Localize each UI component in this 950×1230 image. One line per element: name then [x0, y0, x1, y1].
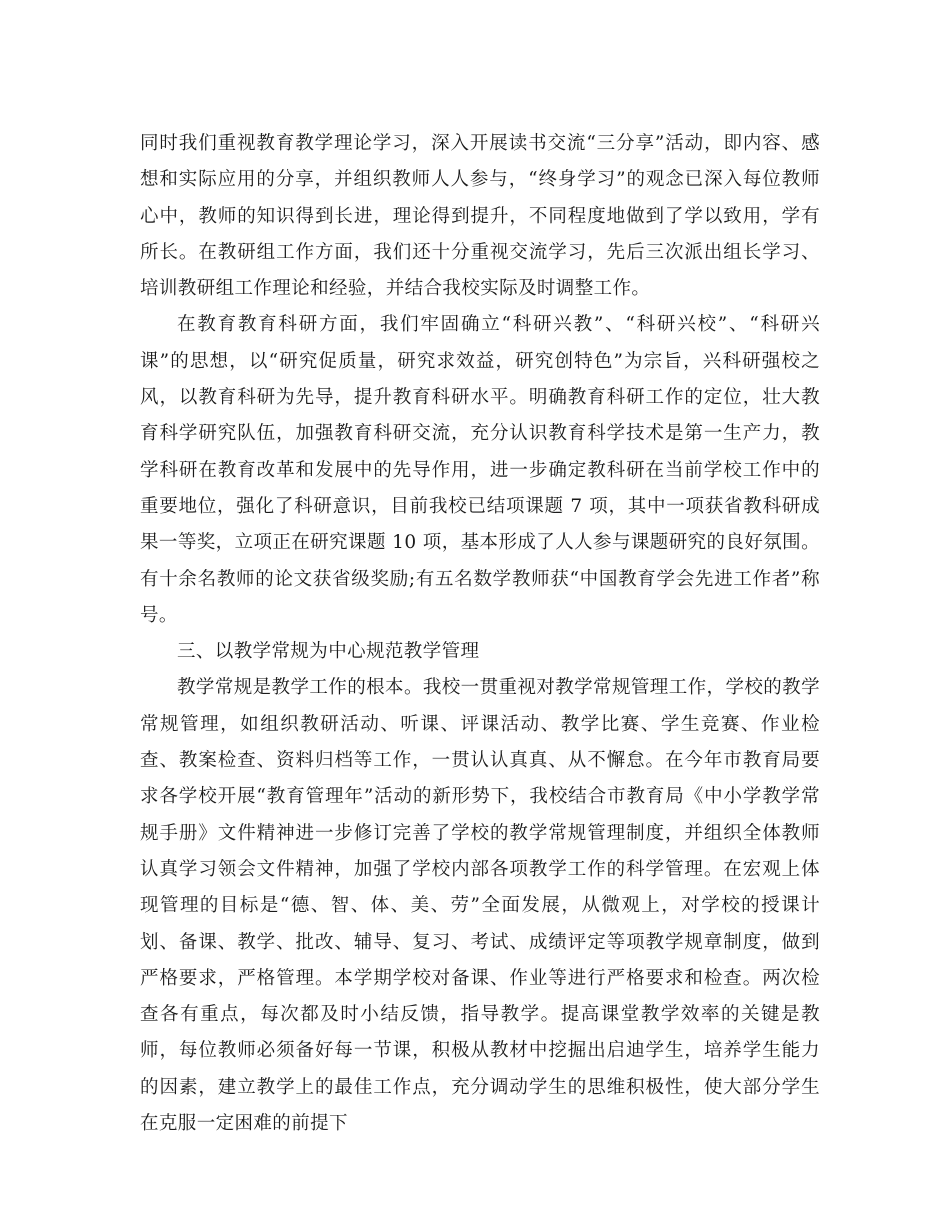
- document-body: [140, 126, 820, 1142]
- paragraph-theory-study: 同时我们重视教育教学理论学习，深入开展读书交流“三分享”活动，即内容、感想和实际应用的分享，并组织教师人人参与，“终身学习”的观念已深入每位教师心中，教师的知识得到长进，理论得到提升，不同程度地做到了学以致用，学有所长。在教研组工作方面，我们还十分重视交流学习，先后三次派出组长学习、培训教研组工作理论和经验，并结合我校实际及时调整工作。: [140, 133, 820, 300]
- section-heading: 三、以教学常规为中心规范教学管理: [177, 641, 480, 663]
- paragraph-teaching-routine: 教学常规是教学工作的根本。我校一贯重视对教学常规管理工作，学校的教学常规管理，如组织教研活动、听课、评课活动、教学比赛、学生竞赛、作业检查、教案检查、资料归档等工作，一贯认认真真、从不懈怠。在今年市教育局要求各学校开展“教育管理年”活动的新形势下，我校结合市教育局《中小学教学常规手册》文件精神进一步修订完善了学校的教学常规管理制度，并组织全体教师认真学习领会文件精神，加强了学校内部各项教学工作的科学管理。在宏观上体现管理的目标是“德、智、体、美、劳”全面发展，从微观上，对学校的授课计划、备课、教学、批改、辅导、复习、考试、成绩评定等项教学规章制度，做到严格要求，严格管理。本学期学校对备课、作业等进行严格要求和检查。两次检查各有重点，每次都及时小结反馈，指导教学。提高课堂教学效率的关键是教师，每位教师必须备好每一节课，积极从教材中挖掘出启迪学生，培养学生能力的因素，建立教学上的最佳工作点，充分调动学生的思维积极性，使大部分学生在克服一定困难的前提下: [140, 677, 820, 1135]
- paragraph-research: 在教育教育科研方面，我们牢固确立“科研兴教”、“科研兴校”、“科研兴课”的思想，以“研究促质量，研究求效益，研究创特色”为宗旨，兴科研强校之风，以教育科研为先导，提升教育科研水平。明确教育科研工作的定位，壮大教育科学研究队伍，加强教育科研交流，充分认识教育科学技术是第一生产力，教学科研在教育改革和发展中的先导作用，进一步确定教科研在当前学校工作中的重要地位，强化了科研意识，目前我校已结项课题 7 项，其中一项获省教科研成果一等奖，立项正在研究课题 10 项，基本形成了人人参与课题研究的良好氛围。有十余名教师的论文获省级奖励;有五名数学教师获“中国教育学会先进工作者”称号。: [140, 314, 820, 626]
